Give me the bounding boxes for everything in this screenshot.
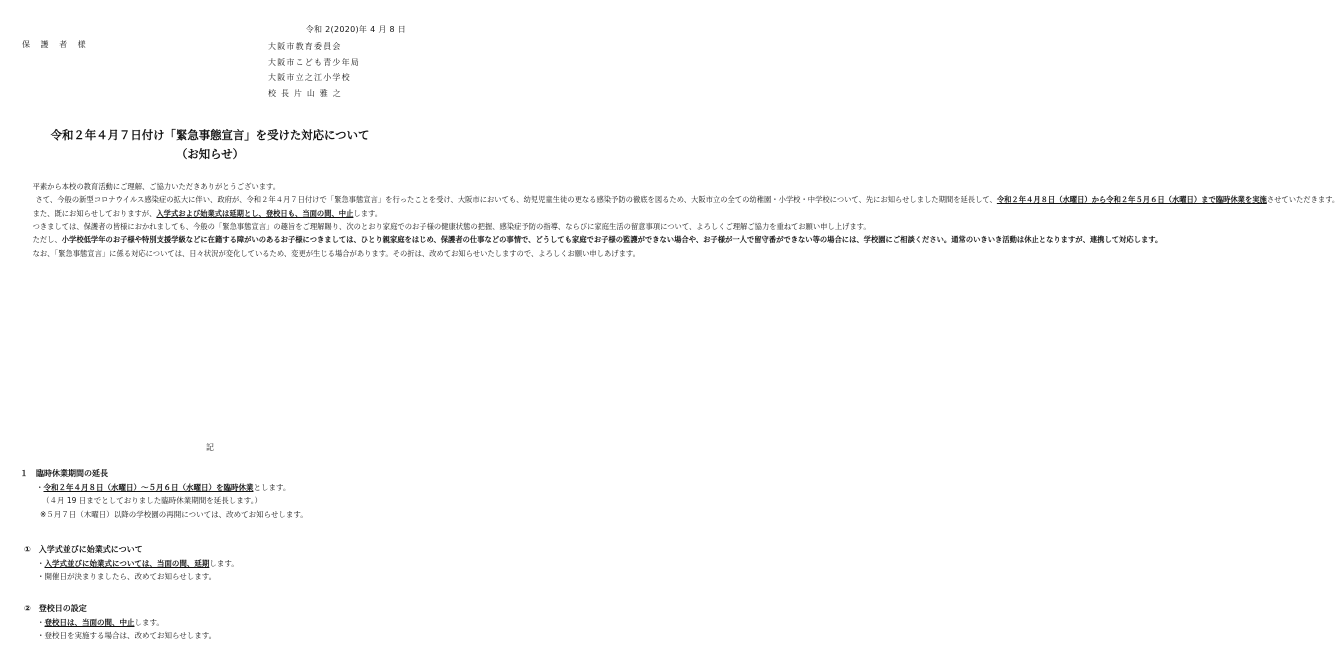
list-item: （４月 19 日までとしておりました臨時休業期間を延長します。） <box>42 496 262 505</box>
sender-children-bureau: 大阪市こども青少年局 <box>268 57 360 67</box>
paragraph-closure: さて、今般の新型コロナウイルス感染症の拡大に伴い、政府が、令和２年４月７日付けで「緊急事態宣言」を行ったことを受け、大阪市においても、幼児児童生徒の更なる感染予防の徹底を図るため、大阪市立の全ての幼稚園・小学校・中学校について、先にお知らせしました期間を延長して、令和２年４月８日（水曜日）から令和２年５月６日（水曜日）まで臨時休業を実施させていただきます。 <box>35 195 1339 205</box>
paragraph-ceremony: また、既にお知らせしておりますが、入学式および始業式は延期とし、登校日も、当面の間、中止します。 <box>32 208 383 218</box>
section-closure-period <box>20 467 308 521</box>
paragraph-request: つきましては、保護者の皆様におかれましても、今般の「緊急事態宣言」の趣旨をご理解賜り、次のとおり家庭でのお子様の健康状態の把握、感染症予防の指導、ならびに家庭生活の留意事項について、よろしくご理解ご協力を重ねてお願い申し上げます。 <box>32 222 871 232</box>
sender-board-of-education: 大阪市教育委員会 <box>268 42 342 51</box>
section-heading: ② 登校日の設定 <box>24 604 87 613</box>
section-heading: ① 入学式並びに始業式について <box>24 545 143 554</box>
section-school-days <box>24 602 216 643</box>
list-item: ・登校日は、当面の間、中止します。 <box>37 617 164 627</box>
notice-subtitle: （お知らせ） <box>175 147 244 161</box>
notice-title: 令和２年４月７日付け「緊急事態宣言」を受けた対応について <box>50 128 370 142</box>
list-item: ・開催日が決まりましたら、改めてお知らせします。 <box>37 572 217 581</box>
sender-principal: 校 長 片 山 雅 之 <box>268 88 342 98</box>
sender-school: 大阪市立之江小学校 <box>268 73 351 82</box>
paragraph-greeting: 平素から本校の教育活動にご理解、ご協力いただきありがとうございます。 <box>32 182 281 191</box>
section-heading: １ 臨時休業期間の延長 <box>20 469 108 478</box>
notice-body <box>26 180 1339 260</box>
sender-block <box>268 39 360 101</box>
list-item: ・入学式並びに始業式については、当面の間、延期します。 <box>37 558 239 568</box>
paragraph-support: ただし、小学校低学年のお子様や特別支援学級などに在籍する障がいのあるお子様につきましては、ひとり親家庭をはじめ、保護者の仕事などの事情で、どうしても家庭でお子様の監護ができない場合や、お子様が一人で留守番ができない等の場合には、学校園にご相談ください。通常のいきいき活動は休止となりますが、連携して対応します。 <box>32 235 1163 245</box>
list-item: ・令和２年４月８日（水曜日）～５月６日（水曜日）を臨時休業とします。 <box>36 482 291 492</box>
ki-marker: 記 <box>206 443 214 452</box>
list-item: ※５月７日（木曜日）以降の学校園の再開については、改めてお知らせします。 <box>40 509 308 519</box>
paragraph-note: なお、「緊急事態宣言」に係る対応については、日々状況が変化しているため、変更が生じる場合があります。その折は、改めてお知らせいたしますので、よろしくお願い申しあげます。 <box>32 248 640 258</box>
notice-date: 令和 2(2020)年 4 月 8 日 <box>305 25 406 34</box>
list-item: ・登校日を実施する場合は、改めてお知らせします。 <box>37 631 217 640</box>
recipient: 保 護 者 様 <box>22 40 90 49</box>
section-ceremonies <box>24 543 239 584</box>
